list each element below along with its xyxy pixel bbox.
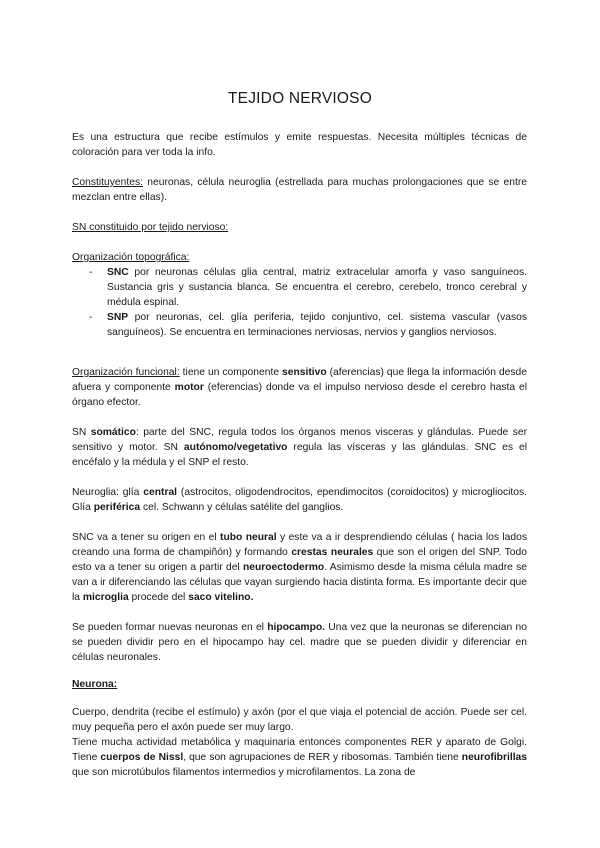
term-microglia: microglia xyxy=(82,592,129,603)
term-hipocampo: hipocampo. xyxy=(267,622,326,633)
neurona-p2-text-2: , que son agrupaciones de RER y ribosomas. También tiene xyxy=(183,752,462,763)
neurona-paragraph-1: Cuerpo, dendrita (recibe el estímulo) y axón (por el que viaja el potencial de acción. Puede ser cel. muy pequeña pero el axón puede ser muy largo. xyxy=(72,707,527,733)
origen-text-5: procede del xyxy=(128,592,189,603)
org-func-text-3: (eferencias) donde va el impulso nervioso desde el cerebro hasta el órgano efector. xyxy=(72,382,527,408)
term-neurofibrillas: neurofibrillas xyxy=(461,752,528,763)
constituyentes-label: Constituyentes: xyxy=(72,177,143,188)
term-somatico: somático xyxy=(90,427,136,438)
hipocampo-text-1: Se pueden formar nuevas neuronas en el xyxy=(72,622,268,633)
list-item-snc xyxy=(72,265,527,310)
org-func-paragraph xyxy=(72,365,527,410)
neuroglia-text-2: (astrocitos, oligodendrocitos, ependimocitos (coroidocitos) y microgliocitos. Glía xyxy=(72,487,527,513)
neurona-heading xyxy=(72,677,527,692)
term-snp: SNP xyxy=(107,312,129,323)
hipocampo-paragraph xyxy=(72,620,527,665)
list-dash: - xyxy=(89,312,93,323)
term-crestas-neurales: crestas neurales xyxy=(291,547,374,558)
neurona-paragraph-2 xyxy=(72,735,527,780)
origen-text-3: que son el origen del SNP. Todo esto va a tener su origen a partir del xyxy=(72,547,527,573)
intro-paragraph: Es una estructura que recibe estímulos y emite respuestas. Necesita múltiples técnicas de coloración para ver toda la info. xyxy=(72,132,527,158)
snp-text: por neuronas, cel. glía periferia, tejido conjuntivo, cel. sistema vascular (vasos sanguíneos). Se encuentra en terminaciones nerviosas, nervios y ganglios nerviosos. xyxy=(107,312,527,338)
neuroglia-text-3: cel. Schwann y células satélite del ganglios. xyxy=(140,502,344,513)
org-topo-heading-text: Organización topográfica: xyxy=(72,252,190,263)
list-dash: - xyxy=(89,267,93,278)
org-func-label: Organización funcional: xyxy=(72,367,180,378)
constituyentes-text: neuronas, célula neuroglia (estrellada para muchas prolongaciones que se entre mezclan entre ellas). xyxy=(72,177,527,203)
term-sensitivo: sensitivo xyxy=(282,367,327,378)
sn-heading xyxy=(72,220,527,235)
constituyentes-paragraph xyxy=(72,175,527,205)
hipocampo-text-2: Una vez que la neuronas se diferencian no se pueden dividir pero en el hipocampo hay cel. madre que se pueden dividir y diferenciar en células neuronales. xyxy=(72,622,527,663)
term-cuerpos-nissl: cuerpos de Nissl xyxy=(100,752,184,763)
neurona-heading-text: Neurona: xyxy=(72,679,118,690)
org-topo-list xyxy=(72,265,527,340)
neurona-p2-text-3: que son microtúbulos filamentos intermedios y microfilamentos. La zona de xyxy=(72,767,416,778)
term-central: central xyxy=(143,487,178,498)
snc-text: por neuronas células glia central, matriz extracelular amorfa y vaso sanguíneos. Sustancia gris y sustancia blanca. Se encuentra el cerebro, cerebelo, tronco cerebral y médula espinal. xyxy=(107,267,527,308)
origen-text-4: . Asimismo desde la misma célula madre se van a ir diferenciando las células que vayan surgiendo hacia distinta forma. Es importante decir que la xyxy=(72,562,527,603)
term-neuroectodermo: neuroectodermo xyxy=(242,562,325,573)
list-item-snp xyxy=(72,310,527,340)
org-func-text-2: (aferencias) que llega la información desde afuera y componente xyxy=(72,367,527,393)
page-title: TEJIDO NERVIOSO xyxy=(228,90,372,107)
origen-text-1: SNC va a tener su origen en el xyxy=(72,532,221,543)
sn-heading-text: SN constituido por tejido nervioso: xyxy=(72,222,229,233)
somatico-paragraph xyxy=(72,425,527,470)
somatico-text-3: regula las vísceras y las glándulas. SNC es el encéfalo y la médula y el SNP el resto. xyxy=(72,442,527,468)
org-topo-heading xyxy=(72,250,527,265)
origen-paragraph xyxy=(72,530,527,605)
somatico-text-2: : parte del SNC, regula todos los órganos menos visceras y glándulas. Puede ser sensitivo y motor. SN xyxy=(72,427,527,453)
term-autonomo: autónomo/vegetativo xyxy=(183,442,288,453)
somatico-text-1: SN xyxy=(72,427,91,438)
origen-text-2: y este va a ir desprendiendo células ( hacia los lados creando una forma de champiñón) y formando xyxy=(72,532,528,558)
term-saco-vitelino: saco vitelino. xyxy=(188,592,254,603)
neurona-p2-text-1: Tiene mucha actividad metabólica y maquinaria entonces componentes RER y aparato de Golgi. Tiene xyxy=(72,737,527,763)
term-snc: SNC xyxy=(107,267,129,278)
neuroglia-text-1: Neuroglia: glía xyxy=(72,487,144,498)
term-periferica: periférica xyxy=(93,502,141,513)
term-tubo-neural: tubo neural xyxy=(220,532,277,543)
term-motor: motor xyxy=(174,382,204,393)
org-func-text-1: tiene un componente xyxy=(179,367,283,378)
neuroglia-paragraph xyxy=(72,485,527,515)
